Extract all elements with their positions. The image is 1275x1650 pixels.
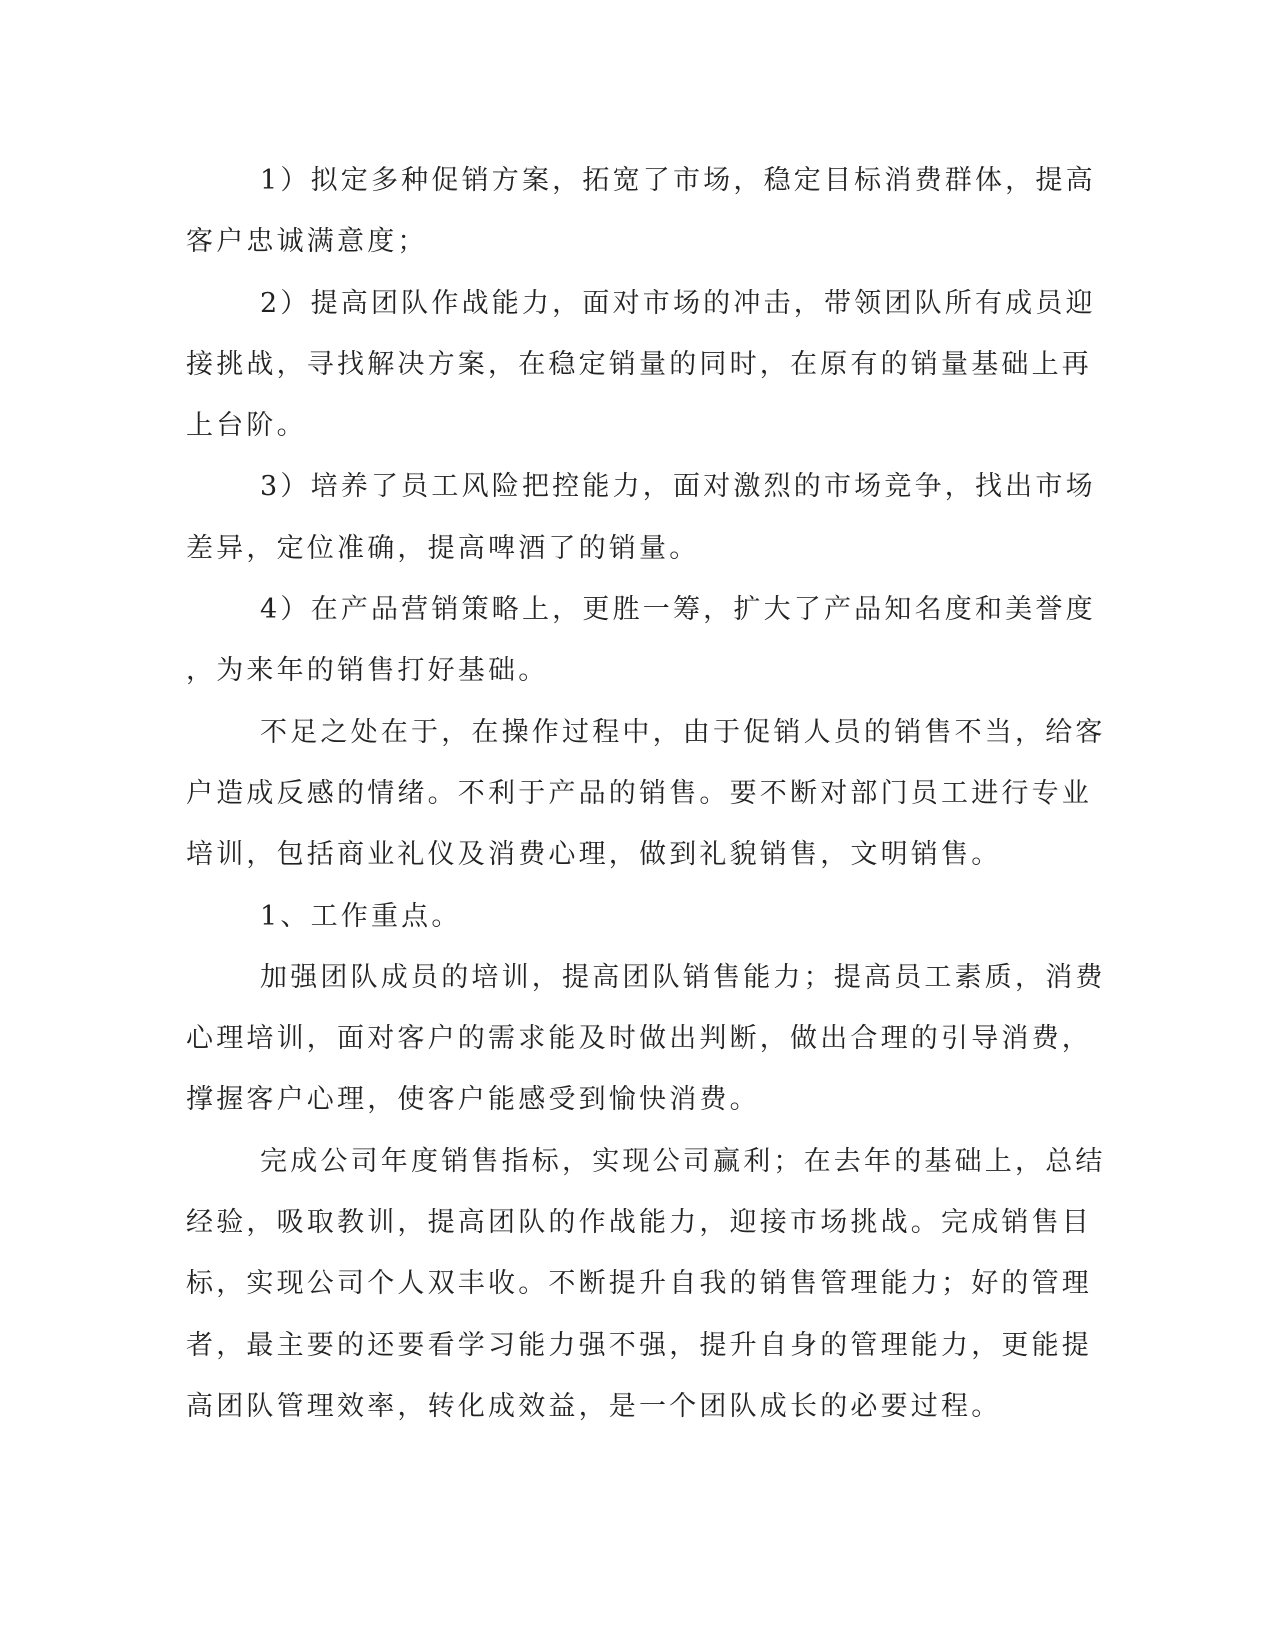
document-body: [186, 150, 1106, 1437]
text-line: 接挑战，寻找解决方案，在稳定销量的同时，在原有的销量基础上再: [186, 348, 1092, 380]
text-line: 差异，定位准确，提高啤酒了的销量。: [186, 532, 700, 564]
paragraph-shortcomings: [186, 702, 1106, 886]
text-line: 户造成反感的情绪。不利于产品的销售。要不断对部门员工进行专业: [186, 777, 1092, 809]
text-line: 标，实现公司个人双丰收。不断提升自我的销售管理能力；好的管理: [186, 1268, 1092, 1300]
paragraph-team-capability: [186, 273, 1096, 457]
text-line: 1）拟定多种促销方案，拓宽了市场，稳定目标消费群体，提高: [260, 165, 1096, 196]
text-line: 上台阶。: [186, 410, 307, 442]
text-line: 客户忠诚满意度；: [186, 226, 428, 258]
text-line: 者，最主要的还要看学习能力强不强，提升自身的管理能力，更能提: [186, 1329, 1092, 1361]
text-line: 1、工作重点。: [260, 900, 462, 932]
text-line: 不足之处在于，在操作过程中，由于促销人员的销售不当，给客: [260, 716, 1106, 748]
paragraph-risk-control: [186, 456, 1096, 579]
paragraph-marketing-strategy: [186, 579, 1096, 702]
paragraph-training: [186, 947, 1106, 1131]
section-heading-work-focus: [186, 886, 1086, 947]
text-line: 经验，吸取教训，提高团队的作战能力，迎接市场挑战。完成销售目: [186, 1207, 1092, 1239]
text-line: 3）培养了员工风险把控能力，面对激烈的市场竞争，找出市场: [260, 471, 1096, 503]
text-line: 2）提高团队作战能力，面对市场的冲击，带领团队所有成员迎: [260, 287, 1096, 319]
text-line: 心理培训，面对客户的需求能及时做出判断，做出合理的引导消费，: [186, 1023, 1092, 1055]
text-line: 高团队管理效率，转化成效益，是一个团队成长的必要过程。: [186, 1390, 1002, 1422]
text-line: 完成公司年度销售指标，实现公司赢利；在去年的基础上，总结: [260, 1145, 1106, 1177]
paragraph-annual-targets: [186, 1131, 1106, 1437]
text-line: 4）在产品营销策略上，更胜一筹，扩大了产品知名度和美誉度: [260, 594, 1096, 626]
paragraph-promotion-plans: [186, 150, 1096, 273]
text-line: 加强团队成员的培训，提高团队销售能力；提高员工素质，消费: [260, 961, 1106, 993]
text-line: ，为来年的销售打好基础。: [186, 655, 549, 687]
text-line: 撑握客户心理，使客户能感受到愉快消费。: [186, 1084, 760, 1116]
text-line: 培训，包括商业礼仪及消费心理，做到礼貌销售，文明销售。: [186, 839, 1002, 871]
